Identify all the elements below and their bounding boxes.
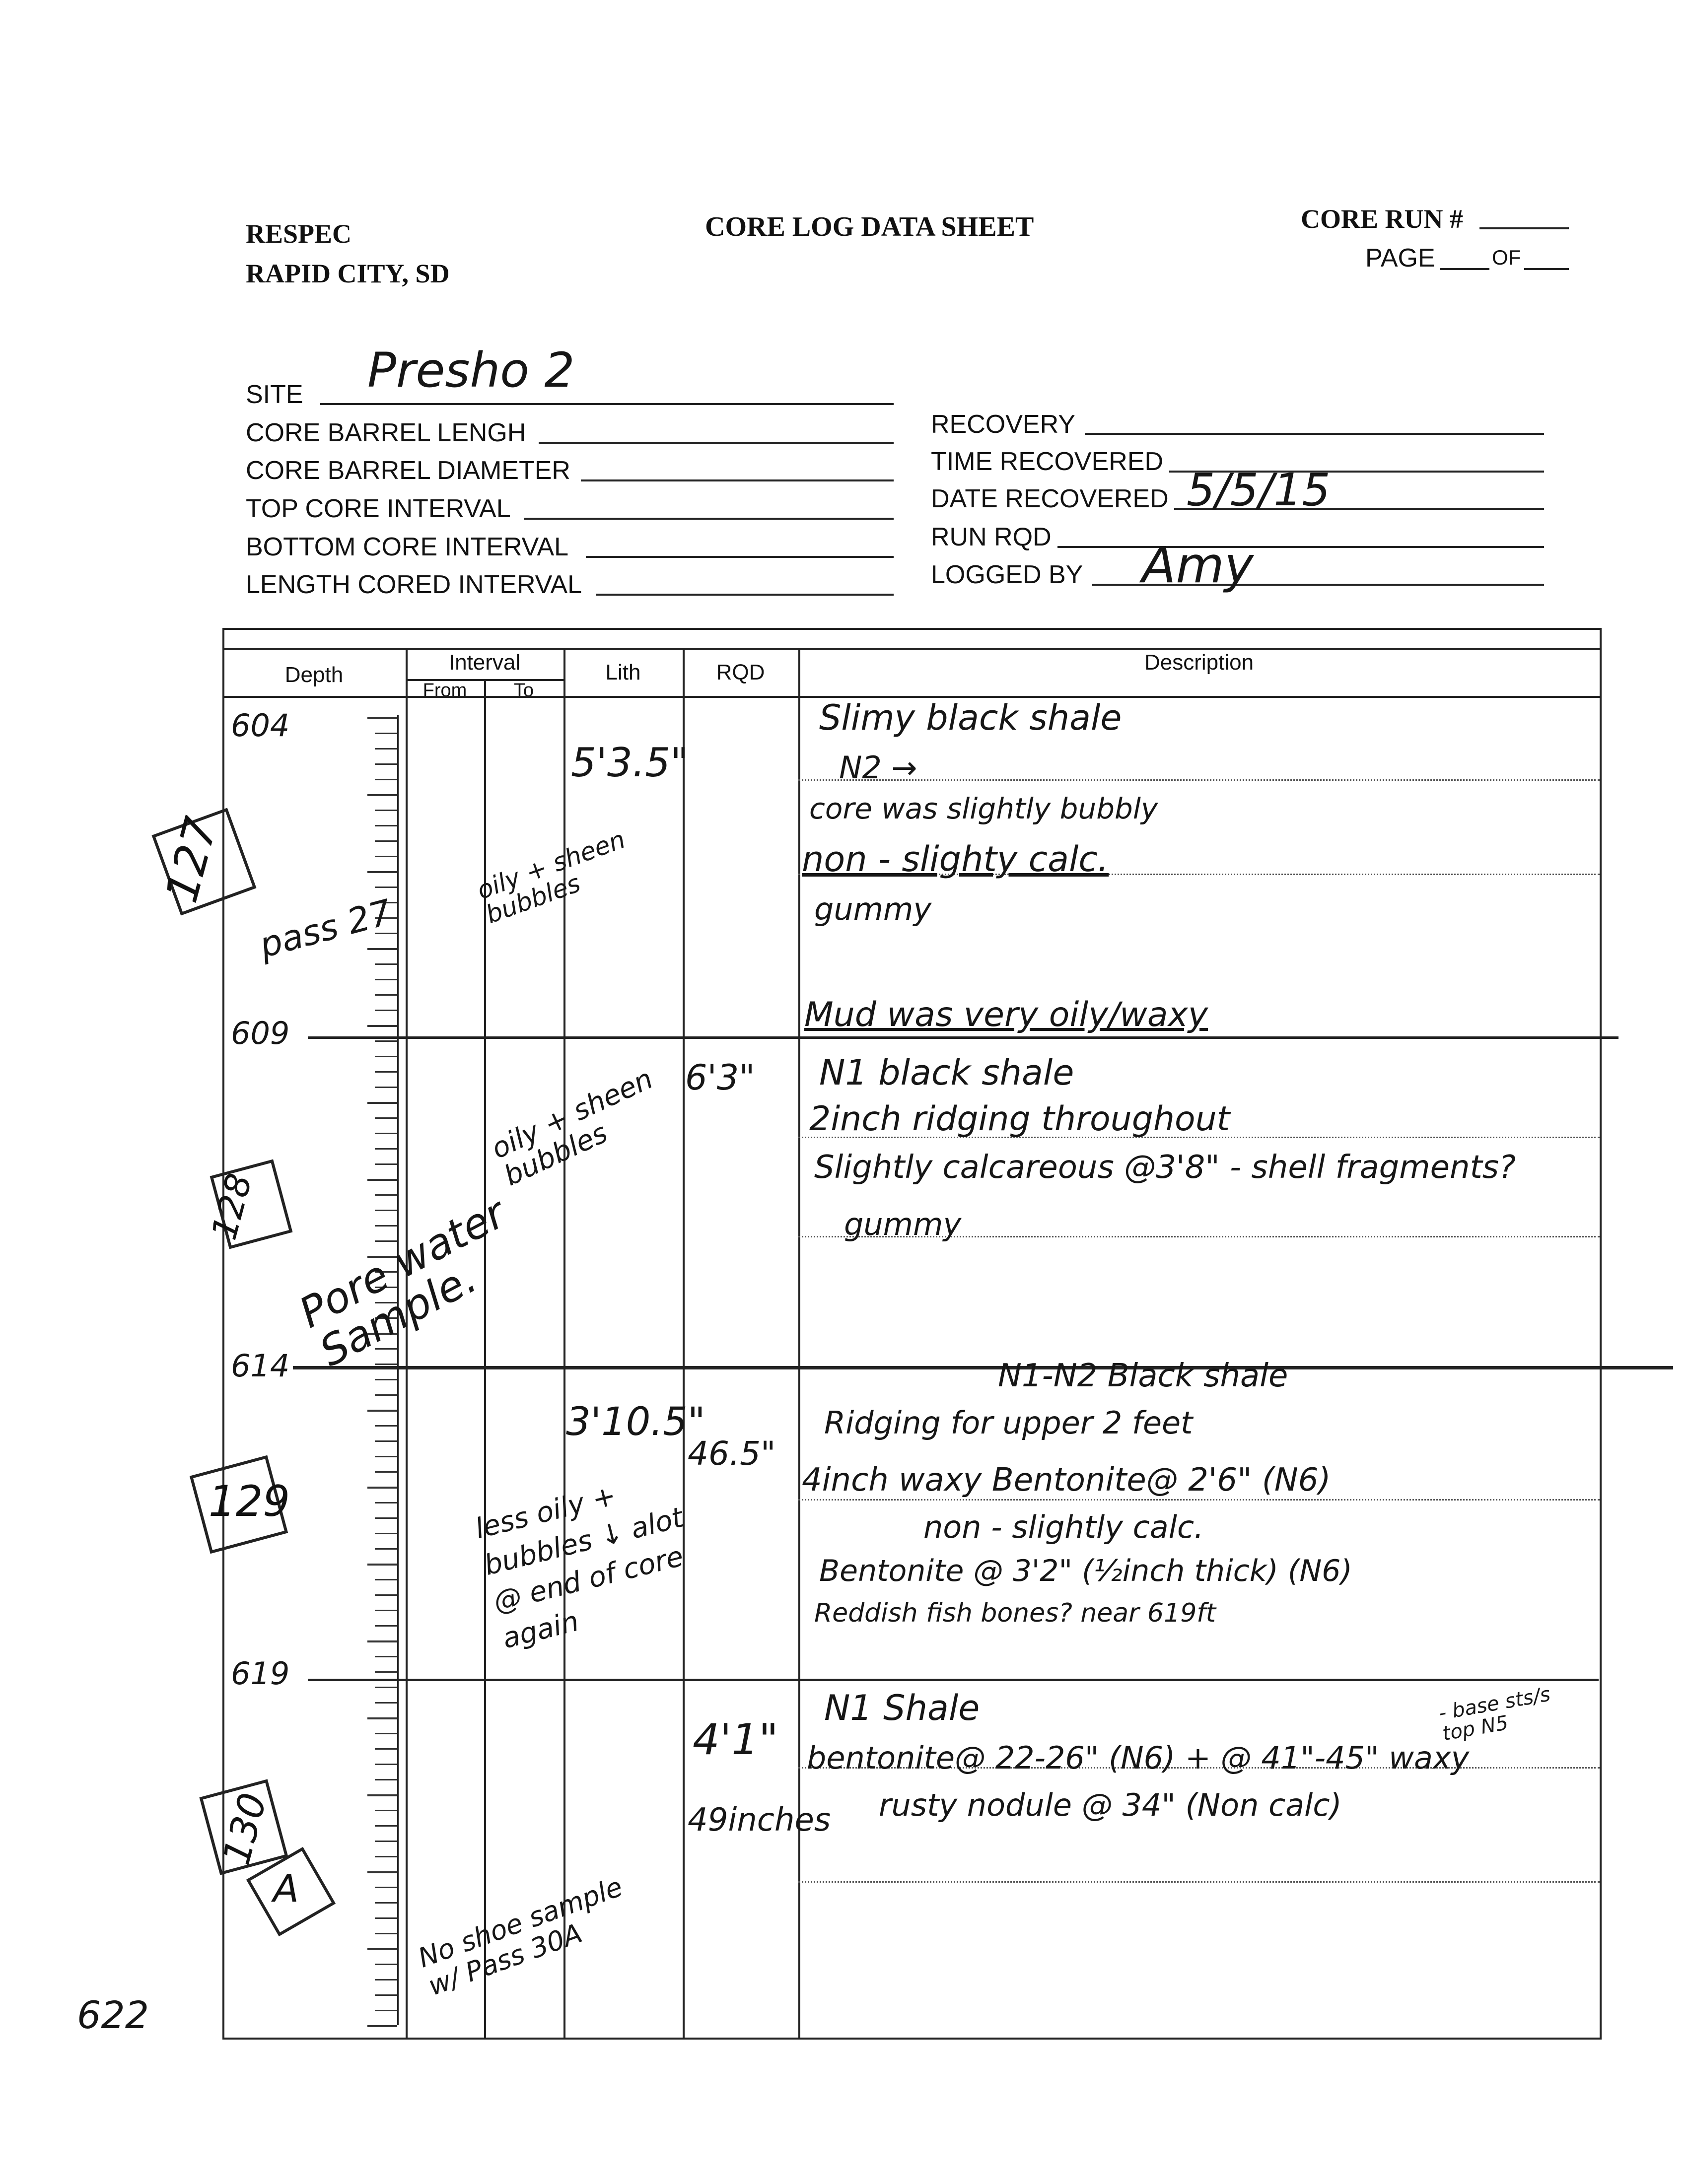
pass-boundary-619 bbox=[308, 1679, 1599, 1681]
description-line: Bentonite @ 3'2" (½inch thick) (N6) bbox=[819, 1554, 1352, 1588]
table-right-border bbox=[1600, 628, 1602, 2038]
ruler-tick bbox=[375, 1548, 397, 1550]
rqd-value: 46.5" bbox=[688, 1434, 776, 1473]
field-label: TOP CORE INTERVAL bbox=[246, 494, 511, 523]
core-barrel-length-line[interactable] bbox=[539, 442, 894, 444]
table-top-border bbox=[222, 628, 1602, 630]
desc-row-line bbox=[798, 1499, 1600, 1501]
desc-row-line bbox=[798, 779, 1600, 781]
description-line: 2inch ridging throughout bbox=[809, 1099, 1230, 1139]
ruler-tick bbox=[367, 1102, 397, 1104]
ruler-tick bbox=[375, 1764, 397, 1765]
description-line: Reddish fish bones? near 619ft bbox=[814, 1598, 1216, 1628]
ruler-tick bbox=[367, 871, 397, 873]
ruler-tick bbox=[375, 1702, 397, 1704]
ruler-tick bbox=[375, 763, 397, 765]
ruler-tick bbox=[367, 794, 397, 796]
ruler-tick bbox=[375, 840, 397, 842]
description-line: bentonite@ 22-26" (N6) + @ 41"-45" waxy bbox=[807, 1740, 1470, 1776]
ruler-tick bbox=[375, 1056, 397, 1057]
interval-note: oily + sheen bubbles bbox=[487, 1063, 658, 1193]
ruler-tick bbox=[367, 1717, 397, 1719]
ruler-tick bbox=[375, 1887, 397, 1888]
site-line[interactable] bbox=[320, 403, 894, 405]
ruler-tick bbox=[375, 1933, 397, 1934]
ruler-tick bbox=[375, 1994, 397, 1996]
pass-box-label: 127 bbox=[155, 812, 228, 908]
description-line: gummy bbox=[814, 891, 932, 927]
field-label: CORE BARREL DIAMETER bbox=[246, 456, 570, 485]
ruler-tick bbox=[375, 1502, 397, 1503]
ruler-tick bbox=[367, 1794, 397, 1796]
description-line: Ridging for upper 2 feet bbox=[824, 1405, 1193, 1441]
description-line: Mud was very oily/waxy bbox=[804, 995, 1208, 1034]
ruler-tick bbox=[367, 1948, 397, 1950]
description-line: N1 Shale bbox=[824, 1688, 980, 1728]
ruler-tick bbox=[375, 1687, 397, 1688]
header-lith: Lith bbox=[605, 660, 641, 684]
interval-note: less oily + bubbles ↓ alot @ end of core again bbox=[472, 1479, 687, 1655]
interval-note: No shoe sample w/ Pass 30A bbox=[414, 1871, 627, 2002]
depth-mark: 609 bbox=[231, 1015, 290, 1051]
of-label: OF bbox=[1492, 246, 1521, 269]
ruler-tick bbox=[375, 887, 397, 888]
ruler-tick bbox=[367, 1640, 397, 1642]
ruler-tick bbox=[375, 1671, 397, 1673]
page-title: CORE LOG DATA SHEET bbox=[705, 211, 1034, 242]
logged-by-value: Amy bbox=[1142, 536, 1254, 594]
interval-note: oily + sheen bubbles bbox=[473, 824, 629, 930]
core-run-label: CORE RUN # bbox=[1301, 204, 1464, 234]
description-line: non - slighty calc. bbox=[802, 839, 1109, 880]
header-description: Description bbox=[1144, 650, 1254, 675]
description-line: Slightly calcareous @3'8" - shell fragments? bbox=[814, 1149, 1516, 1186]
ruler-tick bbox=[367, 1487, 397, 1489]
ruler-tick bbox=[375, 825, 397, 826]
pass-box-b-label: A bbox=[273, 1866, 299, 1911]
ruler-tick bbox=[367, 717, 397, 719]
ruler-tick bbox=[375, 1733, 397, 1734]
pass-box-label: 130 bbox=[213, 1788, 276, 1870]
header-depth: Depth bbox=[284, 663, 344, 687]
ruler-tick bbox=[375, 994, 397, 996]
depth-mark: 614 bbox=[231, 1348, 290, 1384]
ruler-tick bbox=[375, 963, 397, 965]
recovery-line[interactable] bbox=[1085, 433, 1544, 435]
ruler-tick bbox=[375, 1117, 397, 1119]
ruler-tick bbox=[367, 1410, 397, 1412]
ruler-tick bbox=[375, 1440, 397, 1442]
ruler-tick bbox=[375, 1625, 397, 1627]
description-line: core was slightly bubbly bbox=[809, 792, 1158, 825]
ruler-tick bbox=[375, 1087, 397, 1088]
core-run-field[interactable] bbox=[1479, 227, 1569, 229]
ruler-tick bbox=[367, 948, 397, 950]
header-row-line bbox=[222, 648, 1602, 650]
col-divider-lith bbox=[683, 648, 685, 2038]
ruler-tick bbox=[375, 733, 397, 734]
ruler-tick bbox=[367, 2025, 397, 2027]
ruler-tick bbox=[375, 1456, 397, 1457]
ruler-tick bbox=[375, 1579, 397, 1580]
field-label: RECOVERY bbox=[931, 410, 1075, 439]
ruler-tick bbox=[375, 1656, 397, 1657]
field-label: CORE BARREL LENGH bbox=[246, 418, 526, 447]
ruler-tick bbox=[375, 1133, 397, 1134]
pass-note: pass 27 bbox=[255, 891, 396, 966]
top-core-interval-line[interactable] bbox=[524, 518, 894, 520]
site-value: Presho 2 bbox=[367, 342, 575, 398]
core-barrel-diameter-line[interactable] bbox=[581, 479, 894, 481]
lith-value: 5'3.5" bbox=[571, 740, 689, 786]
col-divider-depth bbox=[406, 648, 408, 2038]
ruler-tick bbox=[375, 1533, 397, 1534]
lith-value: 6'3" bbox=[685, 1057, 755, 1098]
description-line: Slimy black shale bbox=[819, 697, 1122, 738]
ruler-tick bbox=[375, 1394, 397, 1396]
ruler-tick bbox=[367, 1871, 397, 1873]
header-interval: Interval bbox=[448, 650, 521, 675]
ruler-tick bbox=[375, 1210, 397, 1211]
ruler-tick bbox=[375, 1917, 397, 1919]
ruler-tick bbox=[375, 1594, 397, 1596]
company-name: RESPEC bbox=[246, 219, 352, 249]
side-note: - base sts/s top N5 bbox=[1437, 1683, 1552, 1746]
ruler-tick bbox=[375, 1471, 397, 1473]
header-from: From bbox=[422, 680, 467, 701]
ruler-tick bbox=[375, 1964, 397, 1965]
description-line: N1-N2 Black shale bbox=[998, 1358, 1288, 1394]
date-recovered-value: 5/5/15 bbox=[1187, 464, 1331, 516]
ruler-tick bbox=[375, 810, 397, 811]
lith-value: 3'10.5" bbox=[566, 1400, 705, 1444]
ruler-tick bbox=[375, 1163, 397, 1165]
header-to: To bbox=[513, 680, 534, 701]
description-line: non - slightly calc. bbox=[923, 1509, 1204, 1545]
ruler-tick bbox=[375, 1856, 397, 1857]
field-label: TIME RECOVERED bbox=[931, 447, 1164, 476]
ruler-tick bbox=[375, 1040, 397, 1042]
depth-mark: 619 bbox=[231, 1655, 290, 1692]
field-label: BOTTOM CORE INTERVAL bbox=[246, 533, 569, 561]
ruler-tick bbox=[375, 1748, 397, 1750]
depth-ruler-axis bbox=[397, 715, 399, 2025]
ruler-tick bbox=[375, 1979, 397, 1980]
field-label: LENGTH CORED INTERVAL bbox=[246, 570, 582, 599]
ruler-tick bbox=[375, 1841, 397, 1842]
ruler-tick bbox=[375, 1194, 397, 1196]
ruler-tick bbox=[375, 856, 397, 857]
bottom-core-interval-line[interactable] bbox=[586, 556, 894, 558]
description-line: N1 black shale bbox=[819, 1052, 1074, 1093]
ruler-tick bbox=[375, 1364, 397, 1365]
company-city: RAPID CITY, SD bbox=[246, 259, 450, 288]
header-rqd: RQD bbox=[716, 660, 765, 684]
ruler-tick bbox=[375, 1902, 397, 1904]
pass-boundary-614 bbox=[293, 1366, 1673, 1369]
ruler-tick bbox=[375, 1010, 397, 1011]
table-bottom-border bbox=[222, 2038, 1602, 2040]
desc-row-line bbox=[798, 1881, 1600, 1883]
pass-note: Pore water Sample. bbox=[291, 1188, 513, 1376]
ruler-tick bbox=[375, 748, 397, 750]
depth-mark: 622 bbox=[77, 1993, 149, 2037]
rqd-value-2: 49inches bbox=[688, 1802, 831, 1839]
ruler-tick bbox=[375, 1517, 397, 1519]
pass-box-label: 128 bbox=[203, 1169, 260, 1244]
ruler-tick bbox=[375, 1779, 397, 1780]
ruler-tick bbox=[375, 1810, 397, 1811]
field-label: LOGGED BY bbox=[931, 560, 1083, 589]
run-rqd-line[interactable] bbox=[1057, 546, 1544, 548]
ruler-tick bbox=[375, 1425, 397, 1427]
ruler-tick bbox=[375, 1825, 397, 1827]
ruler-tick bbox=[367, 1179, 397, 1181]
length-cored-interval-line[interactable] bbox=[596, 594, 894, 596]
field-label: SITE bbox=[246, 380, 303, 409]
field-label: DATE RECOVERED bbox=[931, 484, 1169, 513]
ruler-tick bbox=[375, 1610, 397, 1611]
ruler-tick bbox=[375, 979, 397, 980]
pass-boundary-609 bbox=[308, 1036, 1618, 1039]
ruler-tick bbox=[375, 1148, 397, 1150]
rqd-value: 4'1" bbox=[693, 1715, 778, 1765]
depth-mark: 604 bbox=[231, 707, 290, 744]
page-field[interactable] bbox=[1440, 268, 1489, 270]
ruler-tick bbox=[375, 1379, 397, 1380]
ruler-tick bbox=[367, 1564, 397, 1566]
ruler-tick bbox=[375, 2010, 397, 2011]
ruler-tick bbox=[375, 1225, 397, 1227]
description-line: gummy bbox=[844, 1206, 962, 1242]
ruler-tick bbox=[375, 779, 397, 780]
ruler-tick bbox=[367, 1025, 397, 1027]
page-label: PAGE bbox=[1365, 244, 1435, 273]
pass-box-label: 129 bbox=[209, 1477, 290, 1526]
description-line: N2 → bbox=[839, 750, 917, 786]
ruler-tick bbox=[375, 1071, 397, 1073]
of-field[interactable] bbox=[1524, 268, 1569, 270]
description-line: 4inch waxy Bentonite@ 2'6" (N6) bbox=[802, 1462, 1331, 1499]
field-label: RUN RQD bbox=[931, 523, 1052, 551]
description-line: rusty nodule @ 34" (Non calc) bbox=[879, 1787, 1342, 1823]
